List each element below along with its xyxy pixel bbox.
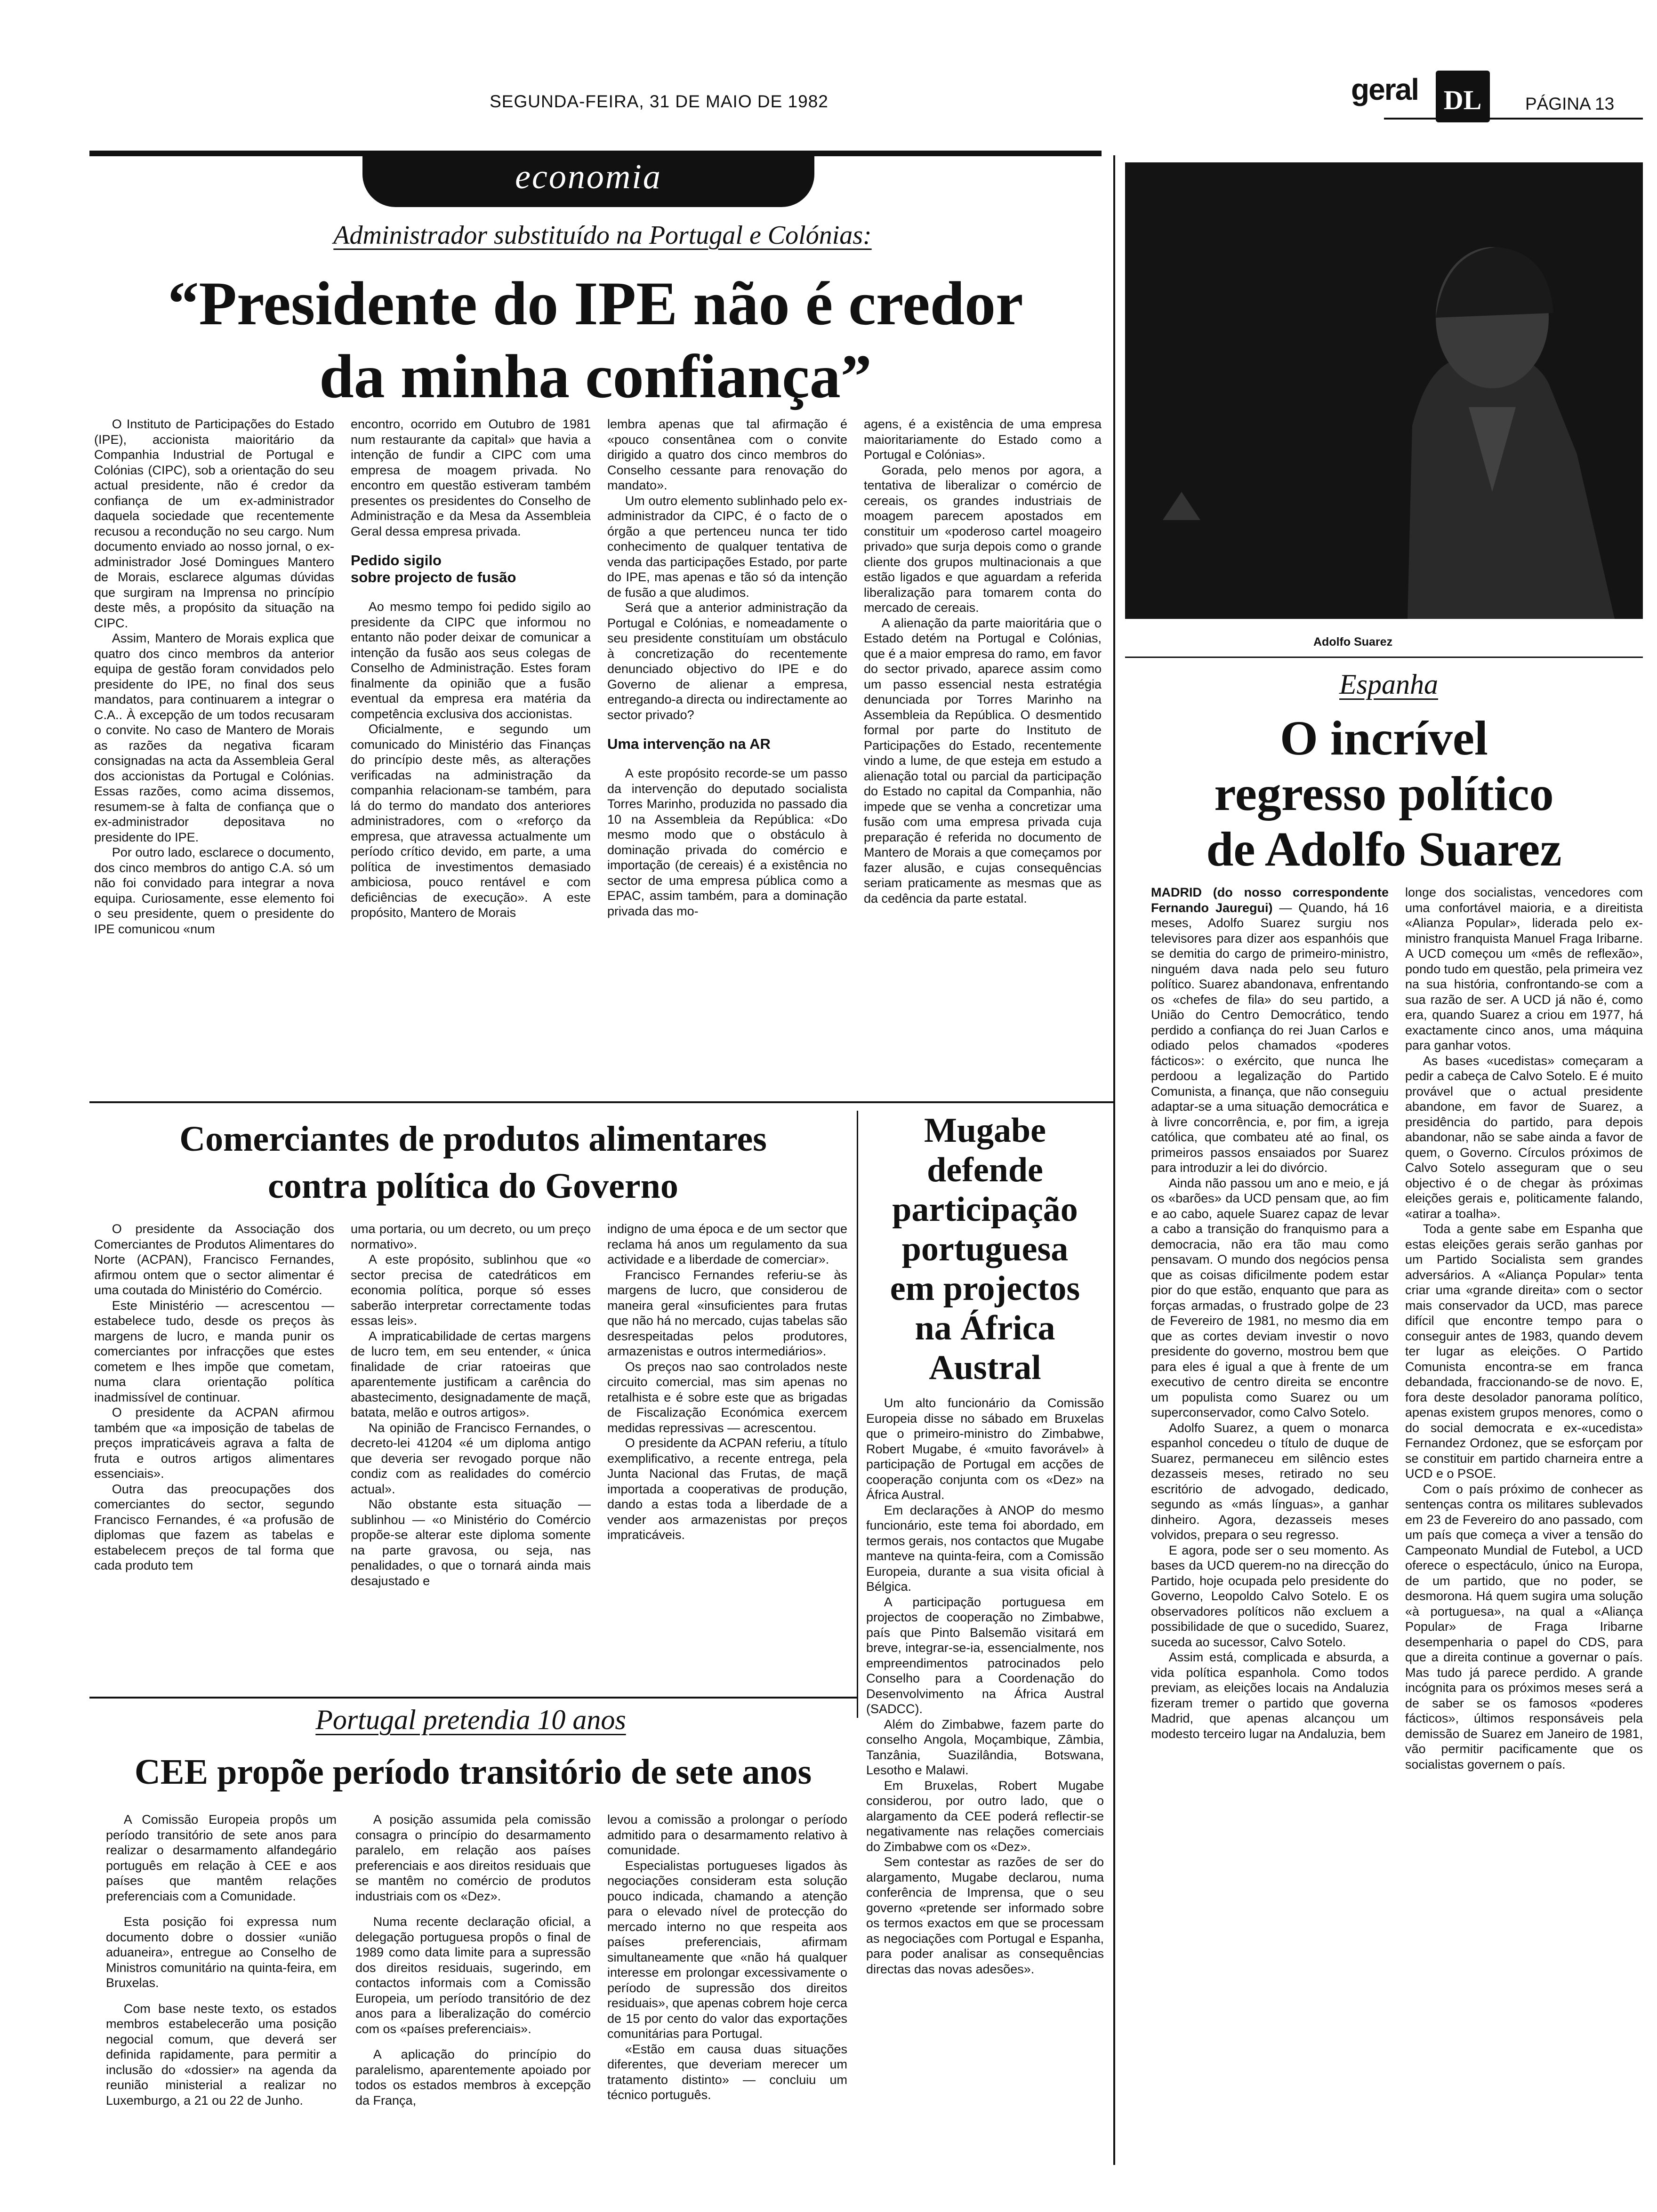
paragraph: O presidente da ACPAN referiu, a título exemplificativo, a recente entrega, pela Junta Nacional das Frutas, de maçã importada a cooperativas de produção, dando a estas toda a liberdade de a vender aos armazenistas por preços impraticáveis. xyxy=(607,1436,847,1542)
paragraph: A este propósito, sublinhou que «o sector precisa de catedráticos em economia política, porque só esses saberão interpretar correctamente todas essas leis». xyxy=(351,1252,591,1328)
paragraph: levou a comissão a prolongar o período admitido para o desarmamento relativo à comunidade. xyxy=(607,1812,847,1857)
section-banner xyxy=(362,152,814,207)
paragraph: Ainda não passou um ano e meio, e já os «barões» da UCD pensam que, ao fim e ao cabo, aquele Suarez capaz de levar a cabo a transição do franquismo para a democracia, não era tão mau como pensavam. O mundo dos negócios pensa que as coisas dificilmente podem estar pior do que estão, enquanto que para as forças armadas, o frustrado golpe de 23 de Fevereiro de 1981, no mesmo dia em que as cortes deviam investir o novo presidente do governo, mostrou bem que para eles é igual a que à frente de um executivo de centro direita se encontre um populista como Suarez ou um superconservador, como Calvo Sotelo. xyxy=(1151,1176,1389,1419)
paragraph: As bases «ucedistas» começaram a pedir a cabeça de Calvo Sotelo. E é muito provável que o actual presidente abandone, em favor de Suarez, a presidência do partido, para depois abandonar, não se sabe ainda a favor de quem, o Governo. Círculos próximos de Calvo Sotelo asseguram que o seu objectivo é o de chegar às próximas eleições gerais e, politicamente falando, «atirar a toalha». xyxy=(1405,1053,1643,1221)
paragraph: Numa recente declaração oficial, a delegação portuguesa propôs o final de 1989 como data limite para a supressão dos direitos residuais, sugerindo, em contactos informais com a Comissão Europeia, um período transitório de dez anos para a liberalização do comércio com os «países preferenciais». xyxy=(355,1915,591,2036)
article2-title-line2: contra política do Governo xyxy=(268,1166,678,1206)
article2-title-line1: Comerciantes de produtos alimentares xyxy=(179,1119,767,1159)
section-rule xyxy=(89,1101,1113,1103)
paragraph: «Estão em causa duas situações diferentes, que deveriam merecer um tratamento distinto» — concluiu um técnico português. xyxy=(607,2042,847,2102)
column-rule xyxy=(857,1111,858,1718)
mugabe-title-line: Mugabe xyxy=(924,1111,1046,1150)
photo-caption: Adolfo Suarez xyxy=(1313,635,1393,649)
article1-title-line2: da minha confiança” xyxy=(319,342,872,411)
paragraph: Este Ministério — acrescentou — estabelece tudo, desde os preços às margens de lucro, e manda punir os comerciantes por infracções que estes cometem e lhes impõe que cometam, numa clara orientação política inadmissível de continuar. xyxy=(94,1298,334,1404)
article3-col2 xyxy=(355,1812,591,2188)
caption-rule xyxy=(1125,657,1643,658)
suarez-title-line2: regresso político xyxy=(1214,767,1554,821)
article1-col2 xyxy=(351,417,591,1075)
header-date: SEGUNDA-FEIRA, 31 DE MAIO DE 1982 xyxy=(490,92,828,111)
paragraph: A impraticabilidade de certas margens de lucro tem, em seu entender, « única finalidade de criar ratoeiras que aparentemente justificam a carência do abastecimento, designadamente de maçã, batata, melão e outros artigos». xyxy=(351,1329,591,1419)
paragraph: Outra das preocupações dos comerciantes do sector, segundo Francisco Fernandes, é «a profusão de diplomas que fazem as tabelas e estabelecem preços de tal forma que cada produto tem xyxy=(94,1482,334,1572)
paragraph: Toda a gente sabe em Espanha que estas eleições gerais serão ganhas por um Partido Socialista sem grandes adversários. A «Aliança Popular» tenta criar uma «grande direita» com o sector mais conservador da UCD, mas parece difícil que encontre tempo para o conseguir antes de 1983, quando devem ter lugar as eleições. O Partido Comunista encontra-se em franca debandada, fraccionando-se de novo. E, fora deste desolador panorama político, apenas existem grupos menores, como o do social democrata e ex-«ucedista» Fernandez Ordonez, que se esforçam por se constituir em partido charneira entre a UCD e o PSOE. xyxy=(1405,1222,1643,1481)
dn-logo-icon xyxy=(1436,71,1490,122)
suarez-title-line3: de Adolfo Suarez xyxy=(1206,822,1562,876)
banner-label: economia xyxy=(515,158,662,196)
paragraph: Adolfo Suarez, a quem o monarca espanhol concedeu o título de duque de Suarez, permaneceu em silêncio estes dezasseis meses, retirado no seu escritório de advogado, dedicado, segundo as «más línguas», a ganhar dinheiro. Agora, dezasseis meses volvidos, prepara o seu regresso. xyxy=(1151,1420,1389,1542)
mugabe-title-line: na África xyxy=(915,1309,1055,1347)
paragraph: A este propósito recorde-se um passo da intervenção do deputado socialista Torres Marinho, produzida no passado dia 10 na Assembleia da República: «Do mesmo modo que o obstáculo à dominação privada do comércio e importação (de cereais) é a existência no sector de uma empresa pública como a EPAC, assim também, para a dominação privada das mo- xyxy=(607,766,847,918)
paragraph xyxy=(1151,885,1389,1176)
article2-col2 xyxy=(351,1221,591,1697)
paragraph: Em Bruxelas, Robert Mugabe considerou, por outro lado, que o alargamento da CEE poderá reflectir-se negativamente nas relações comerciais do Zimbabwe com os «Dez». xyxy=(866,1778,1104,1854)
paragraph: A posição assumida pela comissão consagra o princípio do desarmamento paralelo, em relação aos países preferenciais e aos direitos residuais que se mantêm no comércio de produtos industriais com os «Dez». xyxy=(355,1812,591,1903)
paragraph: Francisco Fernandes referiu-se às margens de lucro, que considerou de maneira geral «insuficientes para frutas que não há no mercado, cujas tabelas são desrespeitadas pelos produtores, armazenistas e outros intermediários». xyxy=(607,1267,847,1358)
section-rule xyxy=(89,1697,857,1699)
mugabe-title xyxy=(866,1111,1104,1387)
paragraph: Gorada, pelo menos por agora, a tentativa de liberalizar o comércio de cereais, os grandes industriais de moagem parecem apostados em constituir um «poderoso cartel moageiro privado» que surja depois como o grande cliente dos grupos multinacionais a que estão ligados e que aguardam a referida liberalização para tomarem conta do mercado de cereais. xyxy=(864,463,1102,615)
paragraph: Um alto funcionário da Comissão Europeia disse no sábado em Bruxelas que o primeiro-ministro do Zimbabwe, Robert Mugabe, é «muito favorável» à participação de Portugal em acções de cooperação conjunta com os «Dez» na África Austral. xyxy=(866,1396,1104,1502)
mugabe-title-line: participação xyxy=(892,1190,1078,1229)
paragraph: Assim está, complicada e absurda, a vida política espanhola. Como todos previam, as eleições locais na Andaluzia fizeram tremer o partido que governa Madrid, que apenas alcançou um modesto terceiro lugar na Andaluzia, bem xyxy=(1151,1650,1389,1741)
paragraph: O presidente da ACPAN afirmou também que «a imposição de tabelas de preços impraticáveis agrava a falta de fruta e outros artigos alimentares essenciais». xyxy=(94,1405,334,1481)
suarez-col2 xyxy=(1405,885,1643,2179)
svg-text:DL: DL xyxy=(1443,85,1482,115)
article3-col3 xyxy=(607,1812,847,2188)
header-rule xyxy=(1384,118,1643,120)
dateline: MADRID (do nosso correspondente Fernando Jauregui) xyxy=(1151,885,1389,915)
subhead-line: Pedido sigilo xyxy=(351,552,442,569)
paragraph: Os preços nao sao controlados neste circuito comercial, mas sim apenas no retalhista e é sobre este que as brigadas de Fiscalização Económica exercem medidas repressivas — acrescentou. xyxy=(607,1359,847,1435)
page-number: PÁGINA 13 xyxy=(1525,94,1615,113)
article1-title-line1: “Presidente do IPE não é credor xyxy=(168,269,1023,338)
subhead-intervencao: Uma intervenção na AR xyxy=(607,736,771,752)
paragraph: agens, é a existência de uma empresa maioritariamente do Estado como a Portugal e Colónias». xyxy=(864,417,1102,462)
paragraph: Em declarações à ANOP do mesmo funcionário, este tema foi abordado, em termos gerais, nos contactos que Mugabe manteve na quinta-feira, com a Comissão Europeia, durante a sua visita oficial à Bélgica. xyxy=(866,1503,1104,1594)
suarez-col1 xyxy=(1151,885,1389,2179)
paragraph: A alienação da parte maioritária que o Estado detém na Portugal e Colónias, que é a maior empresa do ramo, em favor do sector privado, aparece assim como um passo essencial nesta estratégia denunciada por Torres Marinho na Assembleia da República. O desmentido formal por parte do Instituto de Participações do Estado, recentemente vindo a lume, de que esteja em estudo a alienação total ou parcial da participação do Estado no capital da Companhia, não impede que se venha a concretizar uma fusão com uma empresa privada cuja preparação é referida no documento de Mantero de Morais a que começamos por fazer alusão, e cujas consequências seriam praticamente as mesmas que as da cedência da parte estatal. xyxy=(864,616,1102,906)
paragraph: Um outro elemento sublinhado pelo ex-administrador da CIPC, é o facto de o órgão a que pertenceu nunca ter tido conhecimento de qualquer tentativa de venda das participações Estado, por parte do IPE, mas apenas e tão só da intenção de fusão a que aludimos. xyxy=(607,493,847,600)
paragraph: Será que a anterior administração da Portugal e Colónias, e nomeadamente o seu presidente constituíam um obstáculo à concretização do recentemente denunciado objectivo do IPE e do Governo de alienar a empresa, entregando-a directa ou indirectamente ao sector privado? xyxy=(607,601,847,722)
subhead-pedido-sigilo xyxy=(351,552,591,586)
article1-col3 xyxy=(607,417,847,1075)
article2-col1 xyxy=(94,1221,334,1697)
article2-col3 xyxy=(607,1221,847,1697)
paragraph: A participação portuguesa em projectos de cooperação no Zimbabwe, país que Pinto Balsemão visitará em breve, integrar-se-ia, essencialmente, nos empreendimentos patrocinados pelo Conselho para a Coordenação do Desenvolvimento na África Austral (SADCC). xyxy=(866,1595,1104,1716)
column-rule xyxy=(1113,155,1115,2165)
paragraph: Oficialmente, e segundo um comunicado do Ministério das Finanças do princípio deste mês, as alterações verificadas na administração da companhia relacionam-se também, para lá do termo do mandato dos anteriores administradores, com o «reforço da empresa, que atravessa actualmente um período crítico devido, em parte, a uma política de investimentos demasiado ambiciosa, pouco rentável e com deficiências de execução». A este propósito, Mantero de Morais xyxy=(351,722,591,920)
paragraph: Por outro lado, esclarece o documento, dos cinco membros do antigo C.A. só um não foi convidado para integrar a nova equipa. Curiosamente, esse elemento foi o seu presidente, quem o presidente do IPE comunicou «num xyxy=(94,845,334,936)
paragraph: Ao mesmo tempo foi pedido sigilo ao presidente da CIPC que informou no entanto não poder deixar de comunicar a intenção da fusão aos seus colegas de Conselho de Administração. Estes foram finalmente da opinião que a fusão eventual da empresa era matéria da competência exclusiva dos accionistas. xyxy=(351,600,591,721)
paragraph: encontro, ocorrido em Outubro de 1981 num restaurante da capital» que havia a intenção de fundir a CIPC com uma empresa de moagem privada. No encontro em questão estiveram também presentes os presidentes do Conselho de Administração e da Mesa da Assembleia Geral dessa empresa privada. xyxy=(351,417,591,538)
paragraph: longe dos socialistas, vencedores com uma confortável maioria, e a direitista «Alianza Popular», liderada pelo ex-ministro franquista Manuel Fraga Iribarne. A UCD começou um «mês de reflexão», pondo tudo em questão, pela primeira vez na sua história, confrontando-se com a sua razão de ser. A UCD já não é, como era, quando Suarez a criou em 1977, há exactamente cinco anos, uma máquina para ganhar votos. xyxy=(1405,885,1643,1052)
paragraph: Esta posição foi expressa num documento dobre o dossier «união aduaneira», entregue ao Conselho de Ministros comunitário na quinta-feira, em Bruxelas. xyxy=(106,1915,337,1990)
paragraph: O presidente da Associação dos Comerciantes de Produtos Alimentares do Norte (ACPAN), Francisco Fernandes, afirmou ontem que o sector alimentar é uma coutada do Ministério do Comércio. xyxy=(94,1222,334,1297)
article1-col1 xyxy=(94,417,334,1075)
mugabe-title-line: defende xyxy=(927,1151,1043,1189)
article3-kicker: Portugal pretendia 10 anos xyxy=(315,1704,626,1735)
article3-title: CEE propõe período transitório de sete anos xyxy=(134,1752,812,1792)
section-name: geral xyxy=(1351,72,1418,106)
paragraph: Além do Zimbabwe, fazem parte do conselho Angola, Moçambique, Zâmbia, Tanzânia, Suazilândia, Botswana, Lesotho e Malawi. xyxy=(866,1717,1104,1777)
suarez-title-line1: O incrível xyxy=(1280,711,1488,765)
paragraph: Assim, Mantero de Morais explica que quatro dos cinco membros da anterior equipa de gestão foram convidados pelo presidente do IPE, no final dos seus mandatos, para continuarem a integrar o C.A.. À excepção de um todos recusaram o convite. No caso de Mantero de Morais as razões da negativa ficaram consignadas na acta da Assembleia Geral dos accionistas da Portugal e Colónias. Essas razões, como acima dissemos, resumem-se à falta de confiança que o ex-administrador depositava no presidente do IPE. xyxy=(94,631,334,844)
paragraph: E agora, pode ser o seu momento. As bases da UCD querem-no na direcção do Partido, hoje ocupada pelo presidente do Governo, Leopoldo Calvo Sotelo. E os observadores políticos não excluem a possibilidade de que o sucedido, Suarez, suceda ao sucessor, Calvo Sotelo. xyxy=(1151,1543,1389,1649)
suarez-kicker: Espanha xyxy=(1339,669,1438,700)
paragraph: A Comissão Europeia propôs um período transitório de sete anos para realizar o desarmamento alfandegário português em relação à CEE e aos países que mantêm relações preferenciais com a Comunidade. xyxy=(106,1812,337,1903)
paragraph: Especialistas portugueses ligados às negociações consideram esta solução pouco indicada, chamando a atenção para o elevado nível de protecção do mercado interno no que respeita aos países preferenciais, afirmam simultaneamente que «não há qualquer interesse em prolongar excessivamente o período de supressão dos direitos residuais», que apenas cobrem hoje cerca de 15 por cento do valor das exportações comunitárias para Portugal. xyxy=(607,1858,847,2041)
paragraph: indigno de uma época e de um sector que reclama há anos um regulamento da sua actividade e a liberdade de comerciar». xyxy=(607,1222,847,1266)
suarez-photo xyxy=(1125,162,1643,619)
paragraph: Com base neste texto, os estados membros estabelecerão uma posição negocial comum, que deverá ser definida rapidamente, para permitir a inclusão do «dossier» na agenda da reunião ministerial a realizar no Luxemburgo, a 21 ou 22 de Junho. xyxy=(106,2001,337,2108)
paragraph: uma portaria, ou um decreto, ou um preço normativo». xyxy=(351,1222,591,1251)
article1-col4 xyxy=(864,417,1102,1075)
paragraph-text: — Quando, há 16 meses, Adolfo Suarez surgiu nos televisores para dizer aos espanhóis que se demitia do cargo de primeiro-ministro, ninguém dava nada pelo seu futuro político. Suarez abandonava, enfrentando os «chefes de fila» do seu partido, a União do Centro Democrático, tendo perdido a confiança do rei Juan Carlos e odiado pelos chamados «poderes fácticos»: o exército, que nunca lhe perdoou a legalização do Partido Comunista, a finança, que não conseguiu adaptar-se a uma situação democrática e à livre concorrência, e, por fim, a igreja católica, que combateu até ao final, os primeiros passos ensaiados por Suarez para introduzir a lei do divórcio. xyxy=(1151,900,1389,1175)
paragraph: lembra apenas que tal afirmação é «pouco consentânea com o convite dirigido a quatro dos cinco membros do Conselho cessante para renovação do mandato». xyxy=(607,417,847,492)
mugabe-title-line: em projectos xyxy=(890,1269,1080,1308)
paragraph: Na opinião de Francisco Fernandes, o decreto-lei 41204 «é um diploma antigo que deveria ser revogado porque não condiz com as realidades do comércio actual». xyxy=(351,1420,591,1496)
paragraph: Não obstante esta situação — sublinhou — «o Ministério do Comércio propõe-se alterar este diploma somente na parte gravosa, ou seja, nas penalidades, o que o tornará ainda mais desajustado e xyxy=(351,1497,591,1588)
section-logo xyxy=(1351,71,1436,108)
article3-col1 xyxy=(106,1812,337,2188)
paragraph: Sem contestar as razões de ser do alargamento, Mugabe declarou, numa conferência de Imprensa, que o seu governo «pretende ser informado sobre os termos exactos em que se processam as negociações com Portugal e Espanha, para poder analisar as consequências directas das novas adesões». xyxy=(866,1855,1104,1976)
paragraph: O Instituto de Participações do Estado (IPE), accionista maioritário da Companhia Industrial de Portugal e Colónias (CIPC), sob a orientação do seu actual presidente, não é credor da confiança de um ex-administrador daquela sociedade que recentemente recusou a recondução no seu cargo. Num documento enviado ao nosso jornal, o ex-administrador José Domingues Mantero de Morais, esclarece algumas dúvidas que surgiram na Imprensa no princípio deste mês, a propósito da situação na CIPC. xyxy=(94,417,334,630)
subhead-line: sobre projecto de fusão xyxy=(351,569,516,585)
mugabe-title-line: Austral xyxy=(929,1348,1041,1387)
paragraph: A aplicação do princípio do paralelismo, aparentemente apoiado por todos os estados membros à excepção da França, xyxy=(355,2047,591,2108)
mugabe-col xyxy=(866,1395,1104,2186)
mugabe-title-line: portuguesa xyxy=(901,1230,1069,1268)
article1-kicker: Administrador substituído na Portugal e Colónias: xyxy=(333,221,872,250)
paragraph: Com o país próximo de conhecer as sentenças contra os militares sublevados em 23 de Fevereiro do ano passado, com um país que começa a viver a tensão do Campeonato Mundial de Futebol, a UCD oferece o espectáculo, único na Europa, de um partido, que no poder, se desmorona. Há quem sugira uma solução «à portuguesa», na qual a «Aliança Popular» de Fraga Iribarne desempenharia o papel do CDS, para que a direita continue a governar o país. Mas tudo já parece perdido. A grande incógnita para os próximos meses será a de saber se os famosos «poderes fácticos», últimos responsáveis pela demissão de Suarez em Janeiro de 1981, vão permitir pacificamente que os socialistas governem o país. xyxy=(1405,1482,1643,1771)
